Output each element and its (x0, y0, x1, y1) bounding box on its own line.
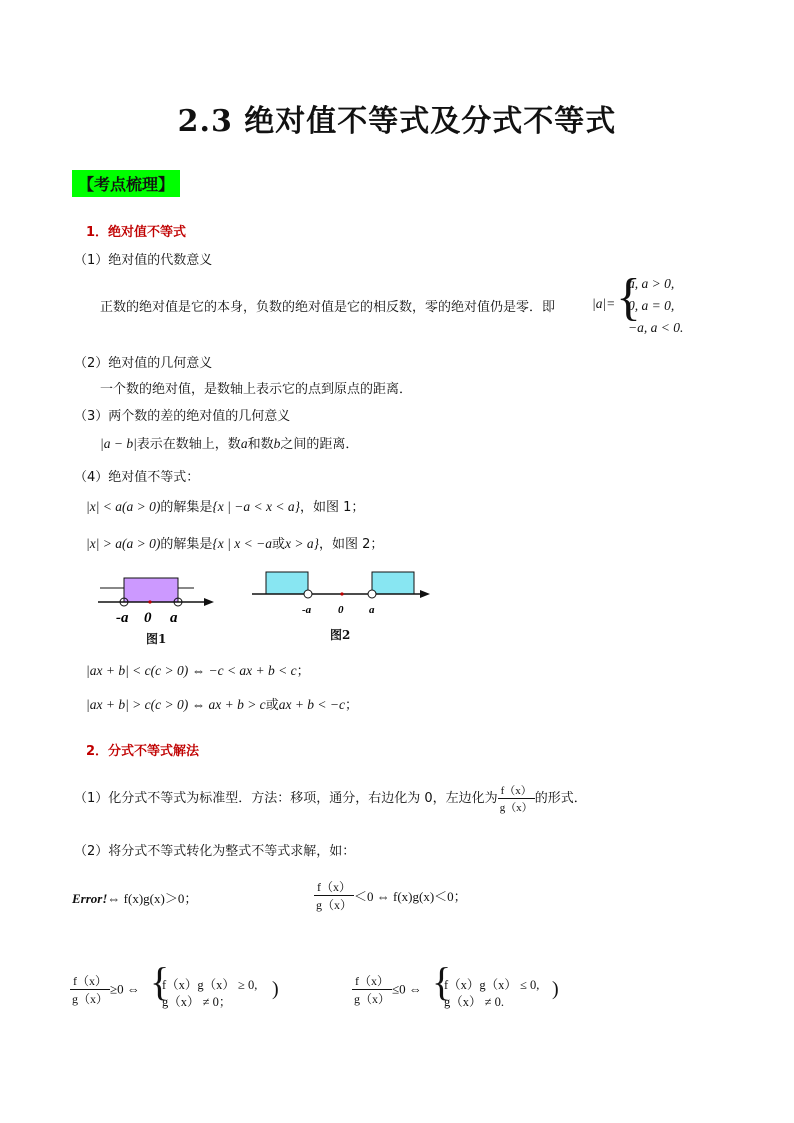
fig1-arrow-icon (204, 598, 214, 606)
fraction-numerator: f（x） (314, 878, 354, 896)
item-2-text: 一个数的绝对值，是数轴上表示它的点到原点的距离． (100, 382, 413, 397)
item-3-line (100, 433, 358, 452)
ineq-1-end: ，如图 1； (299, 500, 365, 515)
item-1-text: 正数的绝对值是它的本身，负数的绝对值是它的相反数，零的绝对值仍是零．即 (100, 300, 556, 315)
ineq-1-mid: 的解集是 (160, 500, 213, 515)
case-1: a, a > 0, (628, 276, 675, 291)
fig1-label-neg-a: -a (116, 610, 129, 626)
abs-a-expr: |a|= (592, 296, 616, 311)
ineq-2-left: |x| > a(a > 0) (86, 536, 161, 551)
rule-2-right-paren: ) (552, 978, 559, 1000)
fraction-denominator: g（x） (72, 992, 109, 1006)
fraction-numerator: f（x） (70, 972, 110, 990)
rule-1-right-rest: ＜0 ⇔ f(x)g(x)＜0； (354, 889, 467, 904)
s2-item-1 (74, 782, 587, 815)
s2-item-1-end: 的形式． (534, 791, 587, 806)
item-3-text-3: 之间的距离． (280, 437, 359, 452)
ineq-2-mid: 的解集是 (160, 537, 213, 552)
rule-2-right-case-1: f（x）g（x） ≤ 0, (444, 978, 540, 992)
section-2-heading: 2．分式不等式解法 (86, 744, 200, 759)
piecewise-brace: { (616, 269, 641, 326)
s2-item-2: （2）将分式不等式转化为整式不等式求解，如： (74, 844, 356, 859)
rule-2-left-brace: { (150, 959, 170, 1004)
fig2-label-a: a (369, 604, 375, 616)
ineq-4-a: |ax + b| > c(c > 0) ⇔ ax + b > c (86, 697, 266, 712)
ineq-3-end: ； (296, 664, 310, 679)
ineq-1 (86, 496, 364, 515)
fig2-arrow-icon (420, 590, 430, 598)
ineq-4 (86, 694, 358, 713)
case-2: 0, a = 0, (628, 298, 675, 313)
rule-2-right-fraction (352, 972, 392, 1007)
item-1-label: （1）绝对值的代数意义 (74, 253, 213, 268)
rule-1-left (72, 888, 197, 907)
ineq-4-end: ； (345, 698, 359, 713)
rule-2-left-relation: ≥0 ⇔ (110, 981, 140, 997)
rule-1-left-rest: ⇔ f(x)g(x)＞0； (107, 891, 198, 906)
page-title: 2.3 绝对值不等式及分式不等式 (177, 104, 617, 139)
rule-1-right (314, 878, 467, 913)
abs-diff: |a − b| (100, 436, 137, 451)
item-3-text-1: 表示在数轴上，数 (136, 437, 241, 452)
figure-1 (96, 570, 222, 630)
var-a: a (240, 436, 248, 451)
figure-2 (250, 568, 436, 622)
fraction-denominator: g（x） (354, 992, 391, 1006)
fraction-numerator: f（x） (498, 782, 535, 799)
ineq-1-set: {x | −a < x < a} (212, 499, 300, 514)
fig2-open-point-left (304, 590, 312, 598)
rule-1-fraction (314, 878, 354, 913)
ineq-2-set-b: x > a} (285, 536, 320, 551)
item-2-label: （2）绝对值的几何意义 (74, 356, 213, 371)
ineq-2-set-a: {x | x < −a (212, 536, 272, 551)
fig2-label-neg-a: -a (302, 604, 312, 616)
ineq-3-expr: |ax + b| < c(c > 0) ⇔ −c < ax + b < c (86, 663, 297, 678)
ineq-2-end: ，如图 2； (319, 537, 384, 552)
ineq-2-or: 或 (271, 537, 285, 552)
var-b: b (273, 436, 281, 451)
ineq-4-or: 或 (265, 698, 279, 713)
fig2-open-point-right (368, 590, 376, 598)
ineq-4-b: ax + b < −c (278, 697, 346, 712)
rule-2-right (352, 972, 422, 1007)
fraction-numerator: f（x） (352, 972, 392, 990)
rule-2-right-brace: { (432, 959, 452, 1004)
rule-2-right-relation: ≤0 ⇔ (392, 981, 422, 997)
section-1-heading: 1．绝对值不等式 (86, 225, 187, 240)
s2-item-1-text: （1）化分式不等式为标准型．方法：移项，通分，右边化为 0，左边化为 (74, 791, 498, 806)
rule-2-left-case-2: g（x） ≠ 0； (162, 995, 232, 1009)
fraction-denominator: g（x） (499, 802, 533, 814)
fig2-interval-left (266, 572, 308, 594)
item-4-label: （4）绝对值不等式： (74, 470, 200, 485)
ineq-2 (86, 533, 383, 552)
s2-item-1-fraction (498, 782, 535, 815)
fig1-caption: 图1 (146, 632, 167, 646)
fraction-denominator: g（x） (316, 898, 353, 912)
rule-2-left-paren: ) (272, 978, 279, 1000)
rule-2-right-case-2: g（x） ≠ 0. (444, 995, 504, 1009)
ineq-1-left: |x| < a(a > 0) (86, 499, 161, 514)
case-3: −a, a < 0. (628, 320, 684, 335)
ineq-3 (86, 660, 310, 679)
fig2-origin-dot (340, 592, 343, 595)
item-3-text-2: 和数 (247, 437, 274, 452)
section-tag: 【考点梳理】 (72, 170, 180, 197)
fig2-label-0: 0 (338, 604, 344, 616)
fig1-label-a: a (170, 610, 178, 626)
rule-2-left-case-1: f（x）g（x） ≥ 0, (162, 978, 258, 992)
error-text: Error! (72, 891, 108, 906)
fig1-origin-dot (148, 600, 151, 603)
fig2-caption: 图2 (330, 628, 351, 642)
item-3-label: （3）两个数的差的绝对值的几何意义 (74, 409, 291, 424)
fig1-interval (124, 578, 178, 602)
fig2-interval-right (372, 572, 414, 594)
fig1-label-0: 0 (144, 610, 152, 626)
rule-2-left (70, 972, 140, 1007)
rule-2-left-fraction (70, 972, 110, 1007)
